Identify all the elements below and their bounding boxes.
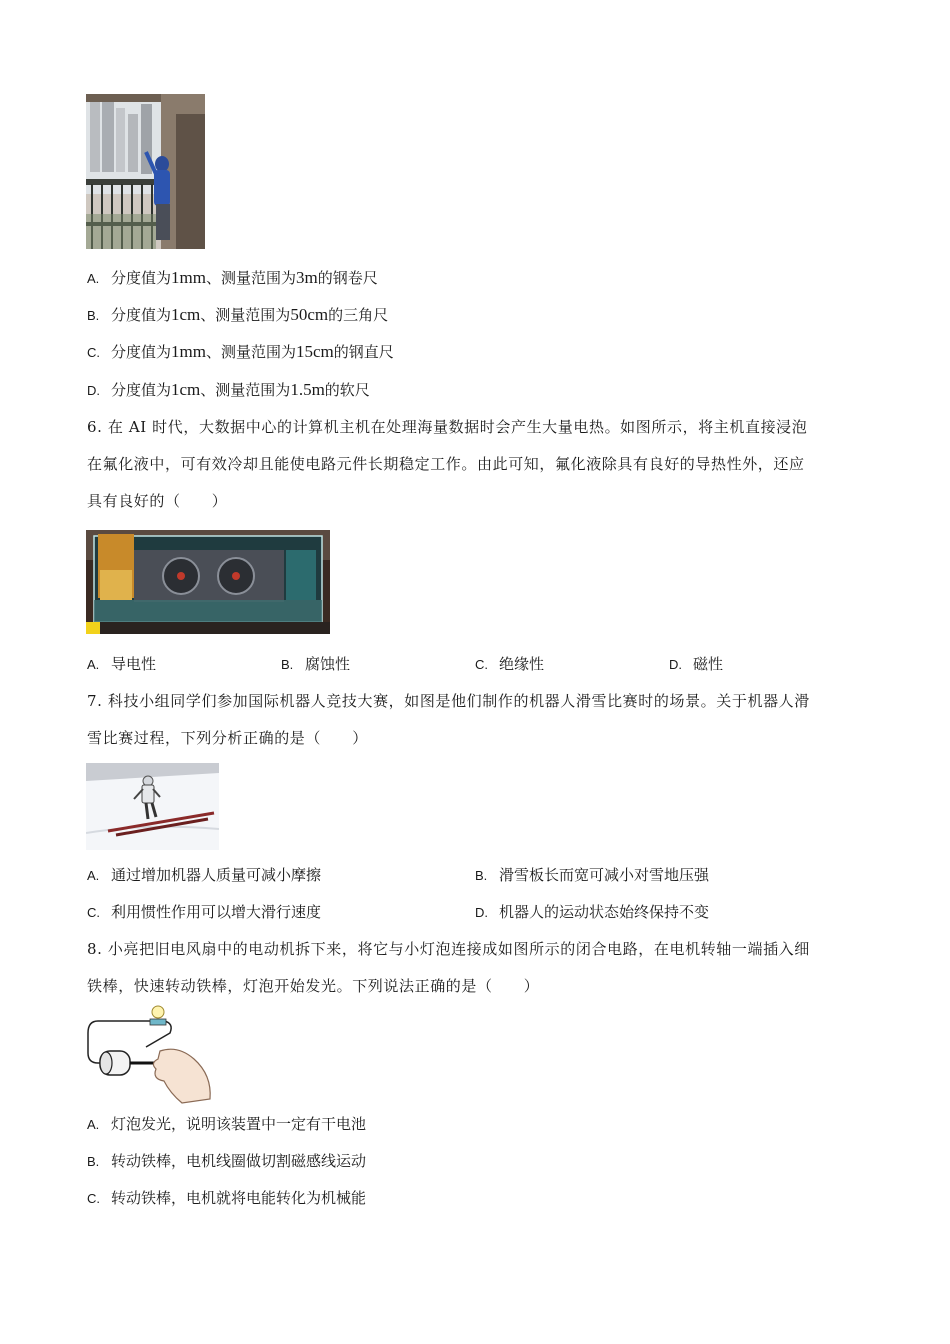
q6-stem-line-1: 6. 在 AI 时代，大数据中心的计算机主机在处理海量数据时会产生大量电热。如图所示，将主机直接浸泡 (87, 418, 808, 436)
q6-option-a (87, 654, 156, 675)
q8-option-c (87, 1188, 366, 1209)
option-letter: B. (281, 657, 294, 672)
option-letter: C. (475, 657, 488, 672)
option-text: 转动铁棒，电机就将电能转化为机械能 (111, 1189, 367, 1207)
option-text: 利用惯性作用可以增大滑行速度 (111, 903, 322, 921)
option-text: 、测量范围为 (200, 381, 291, 399)
option-unit: 1mm (171, 342, 206, 361)
q7-stem-line-1: 7. 科技小组同学们参加国际机器人竞技大赛，如图是他们制作的机器人滑雪比赛时的场景。关于机器人滑 (87, 692, 810, 710)
option-letter: C. (87, 345, 100, 360)
option-text: 转动铁棒，电机线圈做切割磁感线运动 (111, 1152, 367, 1170)
q7-option-a (87, 865, 321, 886)
balcony-measuring-photo (86, 94, 205, 249)
option-text: 机器人的运动状态始终保持不变 (499, 903, 710, 921)
option-text: 导电性 (111, 655, 157, 673)
option-letter: D. (475, 905, 488, 920)
option-text: 腐蚀性 (305, 655, 351, 673)
option-text: 、测量范围为 (200, 306, 291, 324)
motor-bulb-diagram (86, 1003, 216, 1105)
q6-option-d (669, 654, 723, 675)
option-text: 灯泡发光，说明该装置中一定有干电池 (111, 1115, 367, 1133)
option-text: 、测量范围为 (205, 343, 296, 361)
option-letter: D. (87, 383, 100, 398)
q8-stem-line-2: 铁棒，快速转动铁棒，灯泡开始发光。下列说法正确的是（ ） (87, 977, 540, 995)
q8-stem-line-1: 8. 小亮把旧电风扇中的电动机拆下来，将它与小灯泡连接成如图所示的闭合电路，在电机转轴一端插入细 (87, 940, 810, 958)
option-unit: 1cm (171, 380, 201, 399)
option-unit: 50cm (290, 305, 329, 324)
q5-option-a (87, 268, 378, 289)
q6-stem-line-2: 在氟化液中，可有效冷却且能使电路元件长期稳定工作。由此可知，氟化液除具有良好的导热性外，还应 (87, 455, 805, 473)
option-unit: 1cm (171, 305, 201, 324)
option-text: 的钢直尺 (333, 343, 394, 361)
option-letter: B. (87, 308, 100, 323)
q8-option-b (87, 1151, 366, 1172)
option-text: 的钢卷尺 (317, 269, 378, 287)
skiing-robot-photo (86, 763, 219, 850)
option-unit: 15cm (295, 342, 334, 361)
option-letter: A. (87, 657, 100, 672)
option-unit: 1.5m (290, 380, 325, 399)
q7-option-c (87, 902, 321, 923)
option-letter: C. (87, 905, 100, 920)
option-letter: D. (669, 657, 682, 672)
option-text: 、测量范围为 (205, 269, 296, 287)
option-text: 通过增加机器人质量可减小摩擦 (111, 866, 322, 884)
option-letter: C. (87, 1191, 100, 1206)
option-text: 分度值为 (111, 306, 172, 324)
q5-option-c (87, 342, 394, 363)
option-unit: 1mm (171, 268, 206, 287)
option-unit: 3m (295, 268, 318, 287)
q8-option-a (87, 1114, 366, 1135)
q6-option-b (281, 654, 350, 675)
option-letter: A. (87, 1117, 100, 1132)
option-text: 滑雪板长而宽可减小对雪地压强 (499, 866, 710, 884)
option-text: 的软尺 (324, 381, 370, 399)
immersion-cooling-photo (86, 530, 330, 634)
q7-option-d (475, 902, 709, 923)
option-text: 分度值为 (111, 269, 172, 287)
option-letter: B. (475, 868, 488, 883)
q7-option-b (475, 865, 709, 886)
option-text: 绝缘性 (499, 655, 545, 673)
q7-stem-line-2: 雪比赛过程，下列分析正确的是（ ） (87, 729, 368, 747)
option-letter: B. (87, 1154, 100, 1169)
option-letter: A. (87, 271, 100, 286)
option-text: 的三角尺 (328, 306, 389, 324)
q6-stem-line-3: 具有良好的（ ） (87, 492, 228, 510)
q5-option-d (87, 380, 370, 401)
option-letter: A. (87, 868, 100, 883)
q6-option-c (475, 654, 544, 675)
q5-option-b (87, 305, 388, 326)
option-text: 分度值为 (111, 343, 172, 361)
option-text: 磁性 (693, 655, 724, 673)
option-text: 分度值为 (111, 381, 172, 399)
